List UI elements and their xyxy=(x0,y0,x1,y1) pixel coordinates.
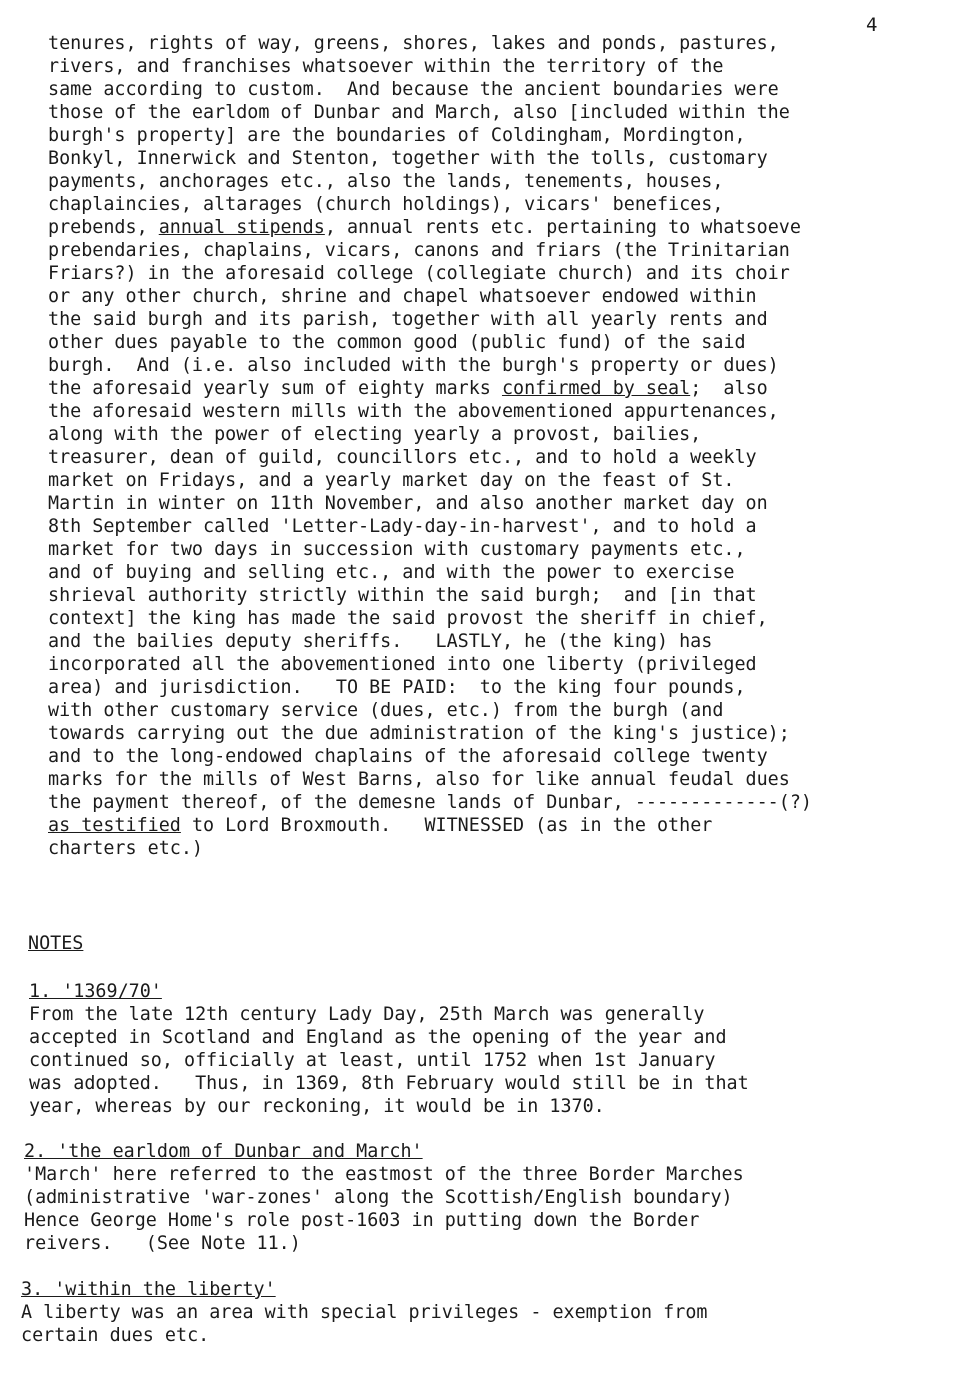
text-segment: marks for the mills of West Barns, also for like annual feudal dues xyxy=(48,769,790,790)
note-title: 1. '1369/70' xyxy=(29,981,162,1002)
text-segment: other dues payable to the common good (public fund) of the said xyxy=(48,332,746,353)
text-segment: along with the power of electing yearly a provost, bailies, xyxy=(48,424,702,445)
text-segment: or any other church, shrine and chapel whatsoever endowed within xyxy=(48,286,757,307)
text-segment: shrieval authority strictly within the said burgh; and [in that xyxy=(48,585,757,606)
text-segment: towards carrying out the due administration of the king's justice); xyxy=(48,723,790,744)
text-line xyxy=(48,469,948,492)
text-segment: and to the long-endowed chaplains of the aforesaid college twenty xyxy=(48,746,768,767)
note-line: certain dues etc. xyxy=(21,1325,210,1346)
text-segment: market on Fridays, and a yearly market day on the feast of St. xyxy=(48,470,735,491)
text-line xyxy=(48,492,948,515)
text-segment: burgh. And (i.e. also included with the burgh's property or dues) xyxy=(48,355,779,376)
text-segment: those of the earldom of Dunbar and March, also [included within the xyxy=(48,102,790,123)
text-line xyxy=(48,55,948,78)
text-line xyxy=(48,584,948,607)
text-segment: charters etc.) xyxy=(48,838,204,859)
text-segment: treasurer, dean of guild, councillors etc., and to hold a weekly xyxy=(48,447,757,468)
text-segment: rivers, and franchises whatsoever within the territory of the xyxy=(48,56,724,77)
note-line: Hence George Home's role post-1603 in putting down the Border xyxy=(24,1210,700,1231)
text-line xyxy=(48,423,948,446)
text-segment: market for two days in succession with customary payments etc., xyxy=(48,539,746,560)
text-segment: the payment thereof, of the demesne lands of Dunbar, -------------(?) xyxy=(48,792,812,813)
text-segment: chaplaincies, altarages (church holdings), vicars' benefices, xyxy=(48,194,724,215)
text-line xyxy=(48,147,948,170)
note-line: (administrative 'war-zones' along the Scottish/English boundary) xyxy=(24,1187,733,1208)
note-1 xyxy=(29,980,749,1118)
text-segment: Friars?) in the aforesaid college (collegiate church) and its choir xyxy=(48,263,790,284)
note-line: 'March' here referred to the eastmost of the three Border Marches xyxy=(24,1164,744,1185)
text-line xyxy=(48,814,948,837)
text-line xyxy=(48,768,948,791)
text-line xyxy=(48,239,948,262)
text-line xyxy=(48,124,948,147)
text-segment: 8th September called 'Letter-Lady-day-in-harvest', and to hold a xyxy=(48,516,757,537)
text-line xyxy=(48,538,948,561)
text-line xyxy=(48,170,948,193)
text-segment: incorporated all the abovementioned into one liberty (privileged xyxy=(48,654,757,675)
underlined-phrase: confirmed by seal xyxy=(501,378,691,399)
text-line xyxy=(48,101,948,124)
note-3 xyxy=(21,1278,707,1347)
underlined-phrase: annual stipends xyxy=(158,217,325,238)
text-line xyxy=(48,78,948,101)
text-segment: to Lord Broxmouth. WITNESSED (as in the other xyxy=(180,815,713,836)
text-segment: Martin in winter on 11th November, and also another market day on xyxy=(48,493,768,514)
text-segment: the aforesaid western mills with the abovementioned appurtenances, xyxy=(48,401,779,422)
text-line xyxy=(48,331,948,354)
text-segment: ; also xyxy=(690,378,768,399)
text-line xyxy=(48,745,948,768)
text-segment: context] the king has made the said provost the sheriff in chief, xyxy=(48,608,768,629)
text-segment: payments, anchorages etc., also the lands, tenements, houses, xyxy=(48,171,724,192)
note-line: A liberty was an area with special privileges - exemption from xyxy=(21,1302,708,1323)
text-line xyxy=(48,285,948,308)
text-line xyxy=(48,722,948,745)
text-segment: the aforesaid yearly sum of eighty marks xyxy=(48,378,502,399)
text-segment: and the bailies deputy sheriffs. LASTLY, he (the king) has xyxy=(48,631,713,652)
text-segment: same according to custom. And because the ancient boundaries were xyxy=(48,79,779,100)
text-segment: prebends, xyxy=(48,217,159,238)
text-segment: prebendaries, chaplains, vicars, canons and friars (the Trinitarian xyxy=(48,240,790,261)
underlined-phrase: as testified xyxy=(48,815,181,836)
text-line xyxy=(48,607,948,630)
text-line xyxy=(48,193,948,216)
text-line xyxy=(48,446,948,469)
text-segment: , annual rents etc. pertaining to whatsoeve xyxy=(324,217,801,238)
note-title: 2. 'the earldom of Dunbar and March' xyxy=(24,1141,423,1162)
text-segment: tenures, rights of way, greens, shores, lakes and ponds, pastures, xyxy=(48,33,779,54)
text-segment: burgh's property] are the boundaries of Coldingham, Mordington, xyxy=(48,125,746,146)
note-line: year, whereas by our reckoning, it would be in 1370. xyxy=(29,1096,605,1117)
note-line: was adopted. Thus, in 1369, 8th February would still be in that xyxy=(29,1073,749,1094)
text-line xyxy=(48,216,948,239)
charter-translation-text xyxy=(48,32,948,860)
text-line xyxy=(48,630,948,653)
note-line: From the late 12th century Lady Day, 25th March was generally xyxy=(29,1004,705,1025)
text-line xyxy=(48,354,948,377)
page-number: 4 xyxy=(866,14,878,36)
text-line xyxy=(48,262,948,285)
text-line xyxy=(48,699,948,722)
text-line xyxy=(48,791,948,814)
notes-heading: NOTES xyxy=(28,933,84,954)
text-line xyxy=(48,837,948,860)
note-line: continued so, officially at least, until 1752 when 1st January xyxy=(29,1050,716,1071)
note-title: 3. 'within the liberty' xyxy=(21,1279,276,1300)
text-line xyxy=(48,561,948,584)
text-line xyxy=(48,32,948,55)
note-line: accepted in Scotland and England as the opening of the year and xyxy=(29,1027,727,1048)
text-segment: the said burgh and its parish, together with all yearly rents and xyxy=(48,309,768,330)
text-line xyxy=(48,515,948,538)
text-line xyxy=(48,377,948,400)
text-segment: and of buying and selling etc., and with the power to exercise xyxy=(48,562,735,583)
text-segment: area) and jurisdiction. TO BE PAID: to the king four pounds, xyxy=(48,677,746,698)
text-line xyxy=(48,308,948,331)
text-segment: with other customary service (dues, etc.) from the burgh (and xyxy=(48,700,724,721)
text-segment: Bonkyl, Innerwick and Stenton, together with the tolls, customary xyxy=(48,148,768,169)
note-2 xyxy=(24,1140,744,1255)
text-line xyxy=(48,653,948,676)
text-line xyxy=(48,676,948,699)
note-line: reivers. (See Note 11.) xyxy=(24,1233,301,1254)
text-line xyxy=(48,400,948,423)
